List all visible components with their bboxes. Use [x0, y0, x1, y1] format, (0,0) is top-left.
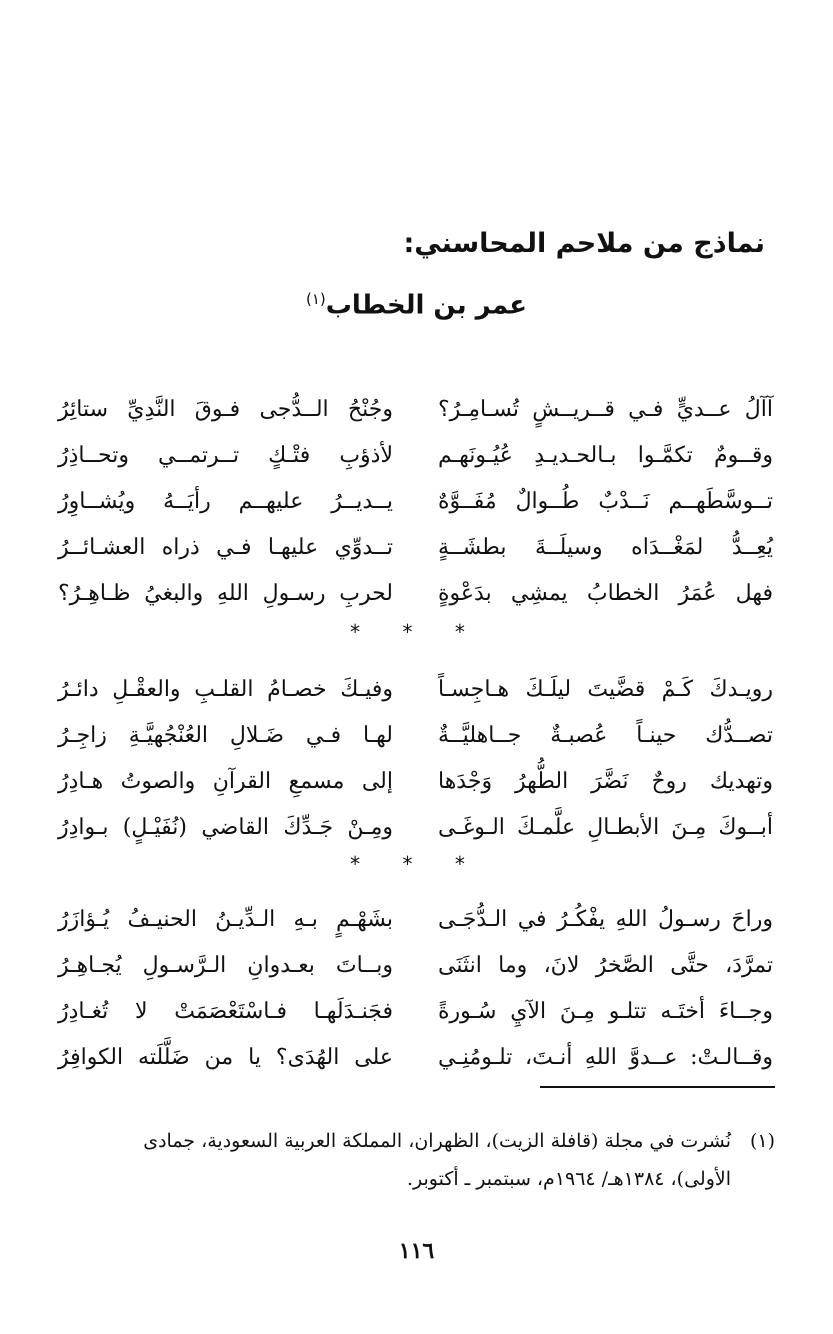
verse-second-hemistich: فجَنـدَلَهـا فـاسْتَعْصَمَتْ لا تُغـادِرُ	[58, 998, 393, 1024]
verse-first-hemistich: أبــوكَ مِـنَ الأبطـالِ علَّمـكَ الـوغَـى	[438, 814, 773, 840]
verse-first-hemistich: فهل عُمَرُ الخطابُ يمشِي بدَعْوةٍ	[438, 580, 773, 606]
footnote-reference: (١)	[305, 290, 326, 308]
poem-title: عمر بن الخطاب	[325, 290, 528, 321]
page-number: ١١٦	[398, 1238, 435, 1264]
verse	[58, 896, 773, 942]
footnote-text-line1: نُشرت في مجلة (قافلة الزيت)، الظهران، المملكة العربية السعودية، جمادى	[143, 1130, 731, 1152]
verse	[58, 524, 773, 570]
verse-second-hemistich: لهـا فـي ضَـلالِ العُنْجُهيَّـةِ زاجِـرُ	[58, 722, 393, 748]
verse-second-hemistich: يــديــرُ عليهــم رأيَــهُ ويُشــاوِرُ	[58, 488, 393, 514]
verse-first-hemistich: وقــومٌ تكمَّـوا بـالحـديـدِ عُيُـونَهـم	[438, 442, 773, 468]
stanza-3	[58, 896, 773, 1080]
verse-second-hemistich: وفيـكَ خصـامُ القلـبِ والعقْـلِ دائـرُ	[58, 676, 393, 702]
footnote-marker: (١)	[749, 1130, 775, 1152]
verse-first-hemistich: رويـدكَ كَـمْ قضَّيتَ ليلَـكَ هـاجِسـاً	[438, 676, 773, 702]
section-title: نماذج من ملاحم المحاسني:	[403, 228, 765, 259]
footnote-text-line2: الأولى)، ١٣٨٤هـ/ ١٩٦٤م، سبتمبر ـ أكتوبر.	[406, 1168, 731, 1190]
footnote-divider	[540, 1086, 775, 1088]
verse	[58, 386, 773, 432]
footnote-line	[55, 1122, 775, 1160]
verse-second-hemistich: لأذؤبِ فتْـكٍ تــرتمــي وتحــاذِرُ	[58, 442, 393, 468]
verse	[58, 942, 773, 988]
stanza-2	[58, 666, 773, 850]
verse-first-hemistich: وجــاءَ أختَـه تتلـو مِـنَ الآيِ سُـورةً	[438, 998, 773, 1024]
verse-second-hemistich: ومِـنْ جَـدِّكَ القاضي (نُفَيْـلٍ) بـوادِرُ	[58, 814, 393, 840]
verse-second-hemistich: وجُنْحُ الــدُّجى فـوقَ النَّدِيِّ ستائِرُ	[58, 396, 393, 422]
verse-first-hemistich: تصــدُّك حينـاً عُصبـةٌ جــاهليَّــةٌ	[438, 722, 773, 748]
verse	[58, 666, 773, 712]
verse	[58, 570, 773, 616]
verse-first-hemistich: يُعِــدُّ لمَغْــدَاه وسيلَــةَ بطشَــةٍ	[438, 534, 773, 560]
verse-second-hemistich: وبــاتَ بعـدوانِ الـرَّسـولِ يُجـاهِـرُ	[58, 952, 393, 978]
verse	[58, 478, 773, 524]
stanza-1	[58, 386, 773, 616]
verse-first-hemistich: وقــالـتْ: عــدوَّ اللهِ أنـتَ، تلـومُنِـي	[438, 1044, 773, 1070]
verse-first-hemistich: وتهديك روحٌ نَضَّرَ الطُّهرُ وَجْدَها	[438, 768, 773, 794]
verse	[58, 1034, 773, 1080]
verse	[58, 712, 773, 758]
verse-second-hemistich: على الهُدَى؟ يا من ضَلَّلَته الكوافِرُ	[58, 1044, 393, 1070]
verse-first-hemistich: تــوسَّطَهــم نَــدْبٌ طُــوالٌ مُفَــوَّهٌ	[438, 488, 773, 514]
stanza-separator: * * *	[350, 852, 483, 876]
verse	[58, 804, 773, 850]
verse-first-hemistich: تمرَّدَ، حتَّى الصَّخرُ لانَ، وما انثَنَى	[438, 952, 773, 978]
poem-title-wrap	[0, 290, 833, 321]
stanza-separator: * * *	[350, 620, 483, 644]
verse-second-hemistich: لحربِ رسـولِ اللهِ والبغيُ ظـاهِـرُ؟	[58, 580, 393, 606]
footnote	[55, 1122, 775, 1198]
verse-second-hemistich: تــدوِّي عليهـا فـي ذراه العشـائــرُ	[58, 534, 393, 560]
verse-second-hemistich: إلى مسمعِ القرآنِ والصوتُ هـادِرُ	[58, 768, 393, 794]
verse-first-hemistich: آآلُ عــديٍّ فـي قــريــشٍ تُسـامِـرُ؟	[438, 396, 773, 422]
verse	[58, 988, 773, 1034]
verse	[58, 758, 773, 804]
verse	[58, 432, 773, 478]
verse-first-hemistich: وراحَ رسـولُ اللهِ يفْكُـرُ في الـدُّجَـى	[438, 906, 773, 932]
verse-second-hemistich: بشَهْـمٍ بـهِ الـدِّيـنُ الحنيـفُ يُـؤازَرُ	[58, 906, 393, 932]
